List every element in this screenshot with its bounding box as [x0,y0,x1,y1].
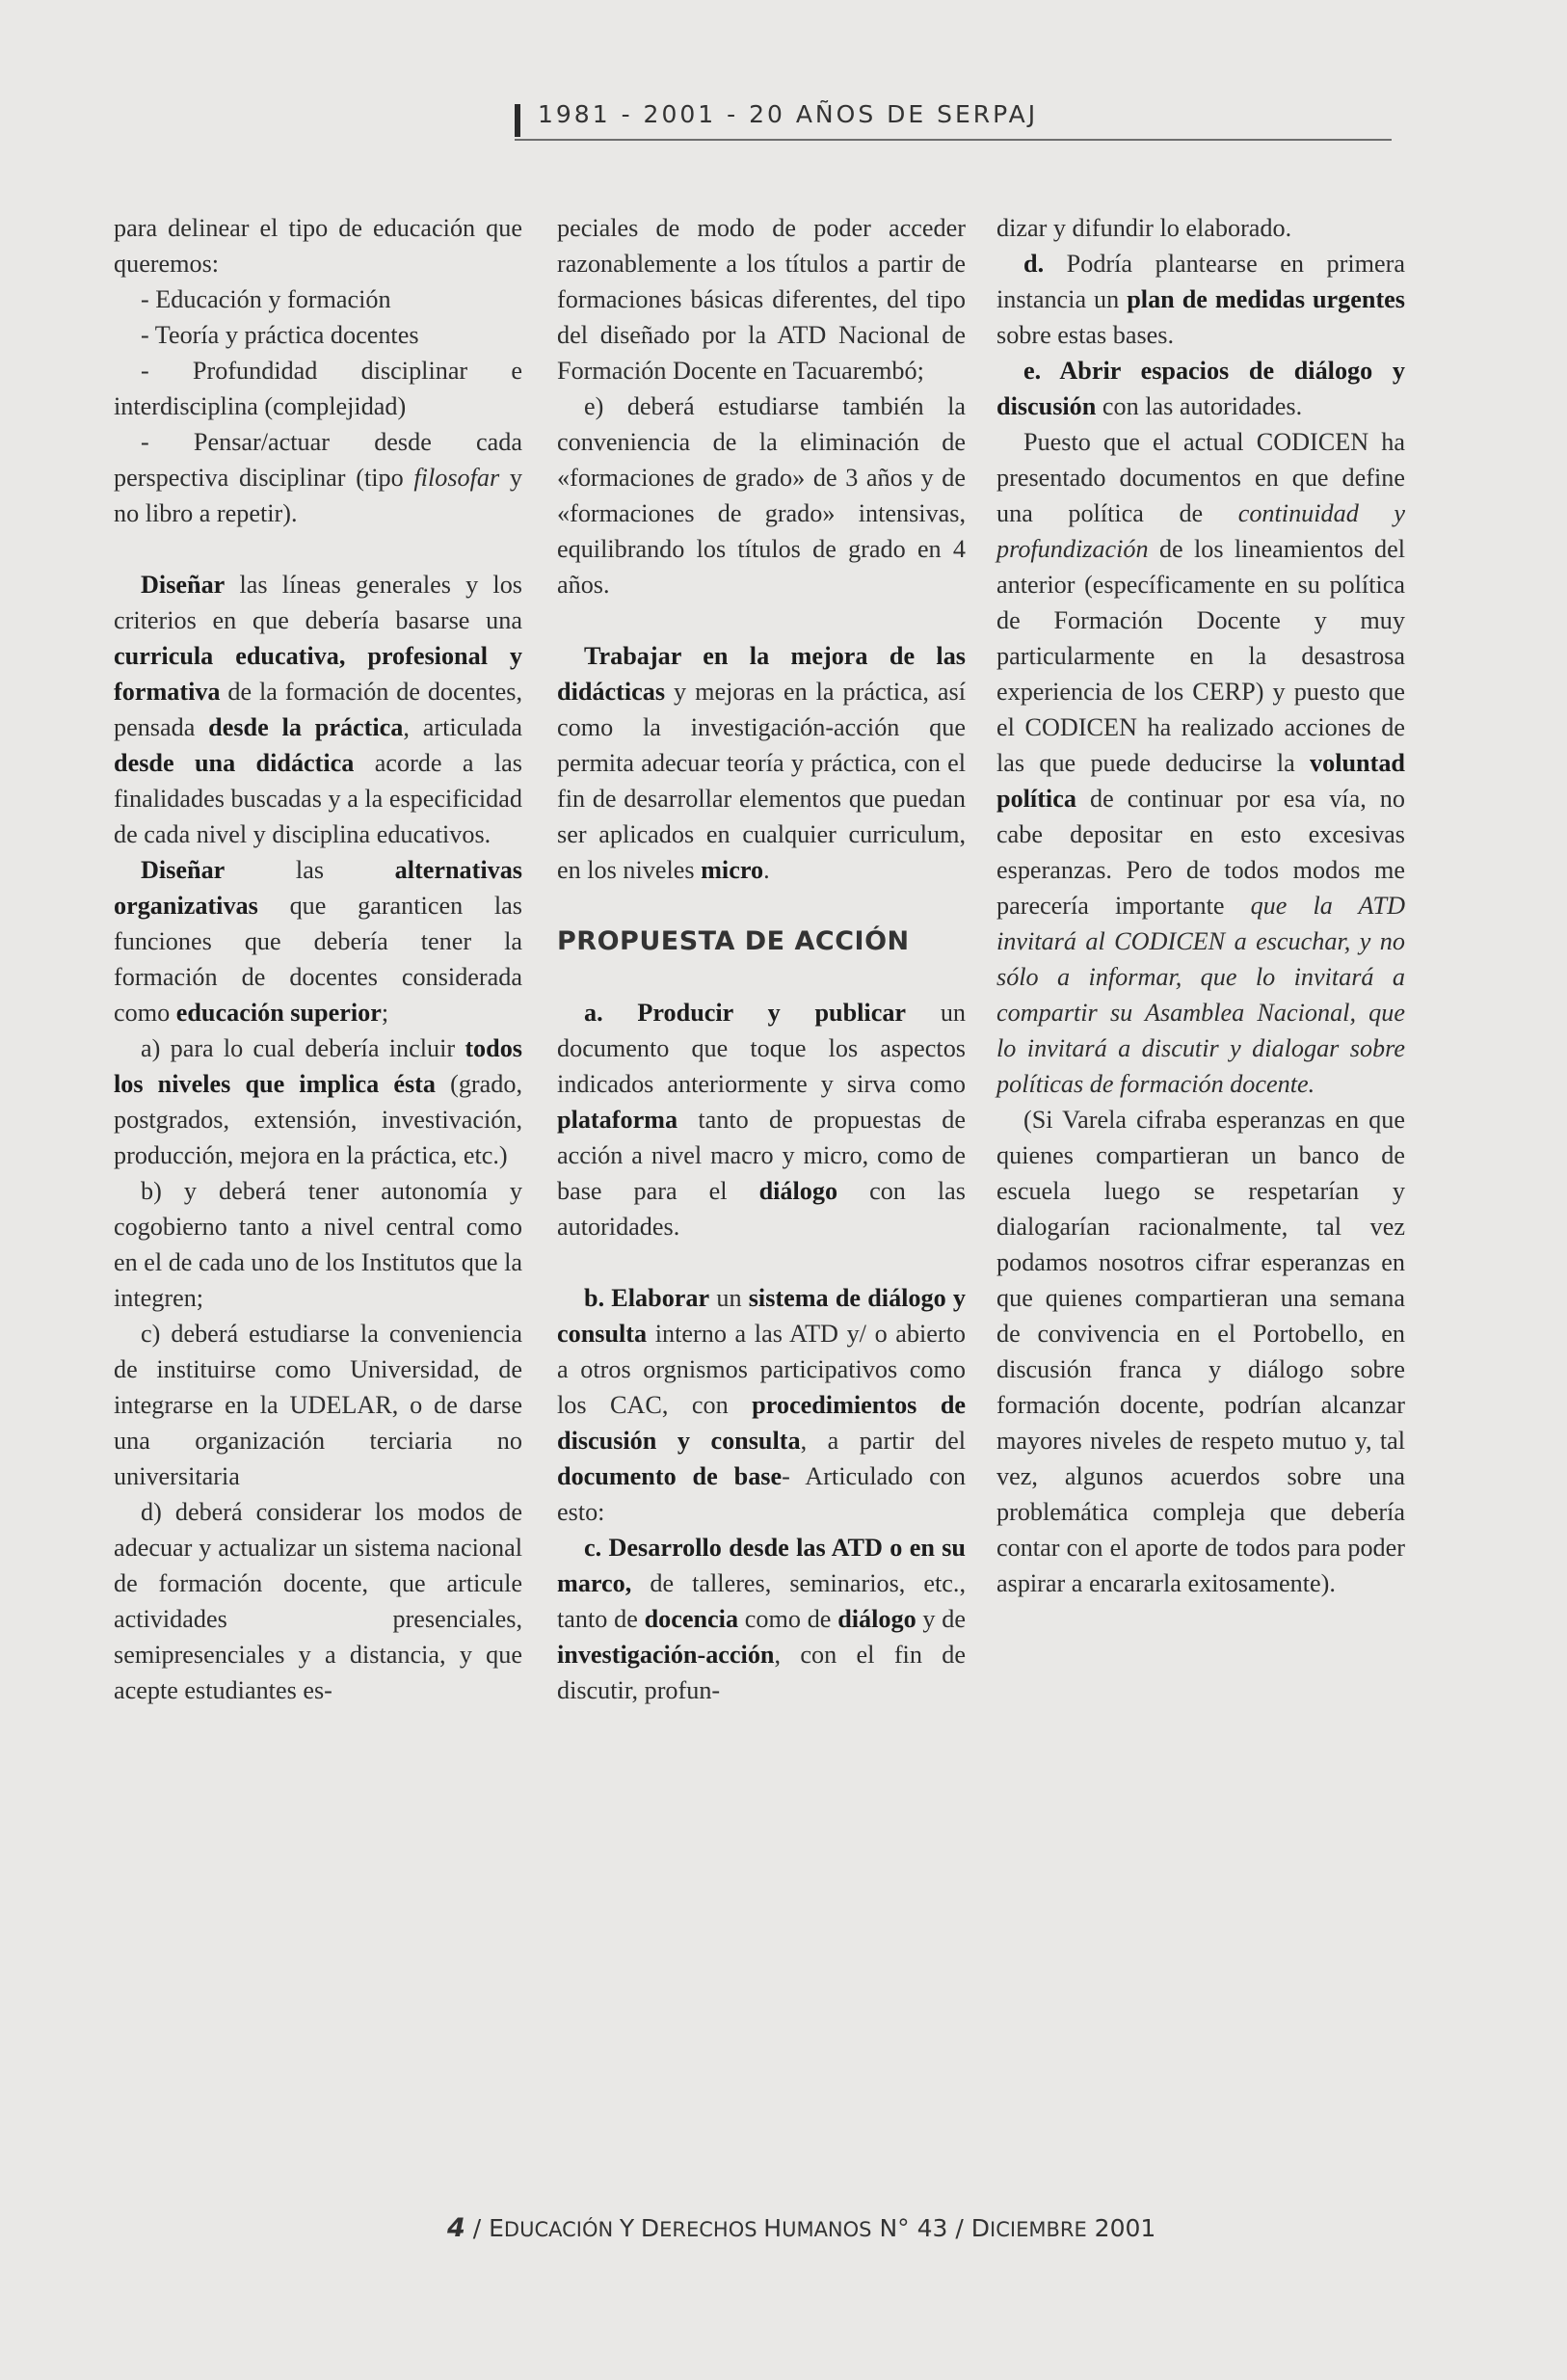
paragraph: e. Abrir espacios de diálogo y discusión con las autoridades. [996,357,1405,420]
list-item: - Profundidad disciplinar e interdisciplina (complejidad) [114,357,522,420]
footer-separator: / [465,2214,490,2242]
footer-separator: / [947,2214,971,2242]
paragraph: a. Producir y publicar un documento que toque los aspectos indicados anteriormente y sirva como plataforma tanto de propuestas de acción a nivel macro y micro, como de base para el diálogo con las autoridades. [557,999,967,1241]
paragraph: b. Elaborar un sistema de diálogo y consulta interno a las ATD y/ o abierto a otros orgnismos participativos como los CAC, con procedimientos de discusión y consulta, a partir del documento de base- Articulado con esto: [557,1284,967,1526]
paragraph: Trabajar en la mejora de las didácticas y mejoras en la práctica, así como la investigación-acción que permita adecuar teoría y práctica, con el fin de desarrollar elementos que puedan ser aplicados en cualquier curriculum, en los niveles micro. [557,642,966,884]
journal-title: EDUCACIÓN Y DERECHOS HUMANOS [489,2214,872,2242]
list-item: - Pensar/actuar desde cada perspectiva disciplinar (tipo filosofar y no libro a repetir). [114,428,522,527]
paragraph: c. Desarrollo desde las ATD o en su marco, de talleres, seminarios, etc., tanto de docencia como de diálogo y de investigación-acción, con el fin de discutir, profun- [557,1534,966,1704]
issue-year: 2001 [1086,2214,1156,2242]
paragraph: Diseñar las alternativas organizativas que garanticen las funciones que debería tener la formación de docentes considerada como educación superior; [114,856,522,1027]
list-item: - Educación y formación [141,285,391,313]
header-rule-mark [515,104,520,137]
column-3 [996,210,1405,1601]
paragraph: Puesto que el actual CODICEN ha presentado documentos en que define una política de continuidad y profundización de los lineamientos del anterior (específicamente en su política de Formación Docente y muy particularmente en la desastrosa experiencia de los CERP) y puesto que el CODICEN ha realizado acciones de las que puede deducirse la voluntad política de continuar por esa vía, no cabe depositar en esto excesivas esperanzas. Pero de todos modos me parecería importante que la ATD invitará al CODICEN a escuchar, y no sólo a informar, que lo invitará a compartir su Asamblea Nacional, que lo invitará a discutir y dialogar sobre políticas de formación docente. [996,428,1405,1098]
paragraph: c) deberá estudiarse la conveniencia de instituirse como Universidad, de integrarse en la UDELAR, o de darse una organización terciaria no universitaria [114,1320,522,1490]
page-footer [447,2213,1156,2243]
issue-month: DICIEMBRE [970,2214,1087,2242]
paragraph: b) y deberá tener autonomía y cogobierno tanto a nivel central como en el de cada uno de los Institutos que la integren; [114,1177,522,1312]
column-2 [557,210,966,1708]
running-header [515,96,1392,141]
paragraph: a) para lo cual debería incluir todos los niveles que implica ésta (grado, postgrados, extensión, investivación, producción, mejora en la práctica, etc.) [114,1034,522,1169]
paragraph: dizar y difundir lo elaborado. [996,214,1292,242]
paragraph: (Si Varela cifraba esperanzas en que quienes compartieran un banco de escuela luego se respetarían y dialogarían racionalmente, tal vez podamos nosotros cifrar esperanzas en que quienes compartieran una semana de convivencia en el Portobello, en discusión franca y diálogo sobre formación docente, podrían alcanzar mayores niveles de respeto mutuo y, tal vez, algunos acuerdos sobre una problemática compleja que debería contar con el aporte de todos para poder aspirar a encararla exitosamente). [996,1106,1405,1597]
paragraph: d. Podría plantearse en primera instancia un plan de medidas urgentes sobre estas bases. [996,250,1405,349]
paragraph: d) deberá considerar los modos de adecuar y actualizar un sistema nacional de formación docente, que articule actividades presenciales, semipresenciales y a distancia, y que acepte estudiantes es- [114,1498,522,1704]
column-1 [114,210,522,1708]
paragraph: para delinear el tipo de educación que queremos: [114,214,522,278]
header-title: 1981 - 2001 - 20 AÑOS DE SERPAJ [538,100,1039,128]
list-item: - Teoría y práctica docentes [141,321,419,349]
paragraph: Diseñar las líneas generales y los criterios en que debería basarse una curricula educativa, profesional y formativa de la formación de docentes, pensada desde la práctica, articulada desde una didáctica acorde a las finalidades buscadas y a la especificidad de cada nivel y disciplina educativos. [114,571,522,848]
page-number: 4 [447,2213,465,2243]
paragraph: e) deberá estudiarse también la conveniencia de la eliminación de «formaciones de grado» de 3 años y de «formaciones de grado» intensivas, equilibrando los títulos de grado en 4 años. [557,392,966,599]
issue-number: N° 43 [871,2214,948,2242]
paragraph: peciales de modo de poder acceder razonablemente a los títulos a partir de formaciones básicas diferentes, del tipo del diseñado por la ATD Nacional de Formación Docente en Tacuarembó; [557,214,966,385]
section-heading: PROPUESTA DE ACCIÓN [557,926,910,956]
